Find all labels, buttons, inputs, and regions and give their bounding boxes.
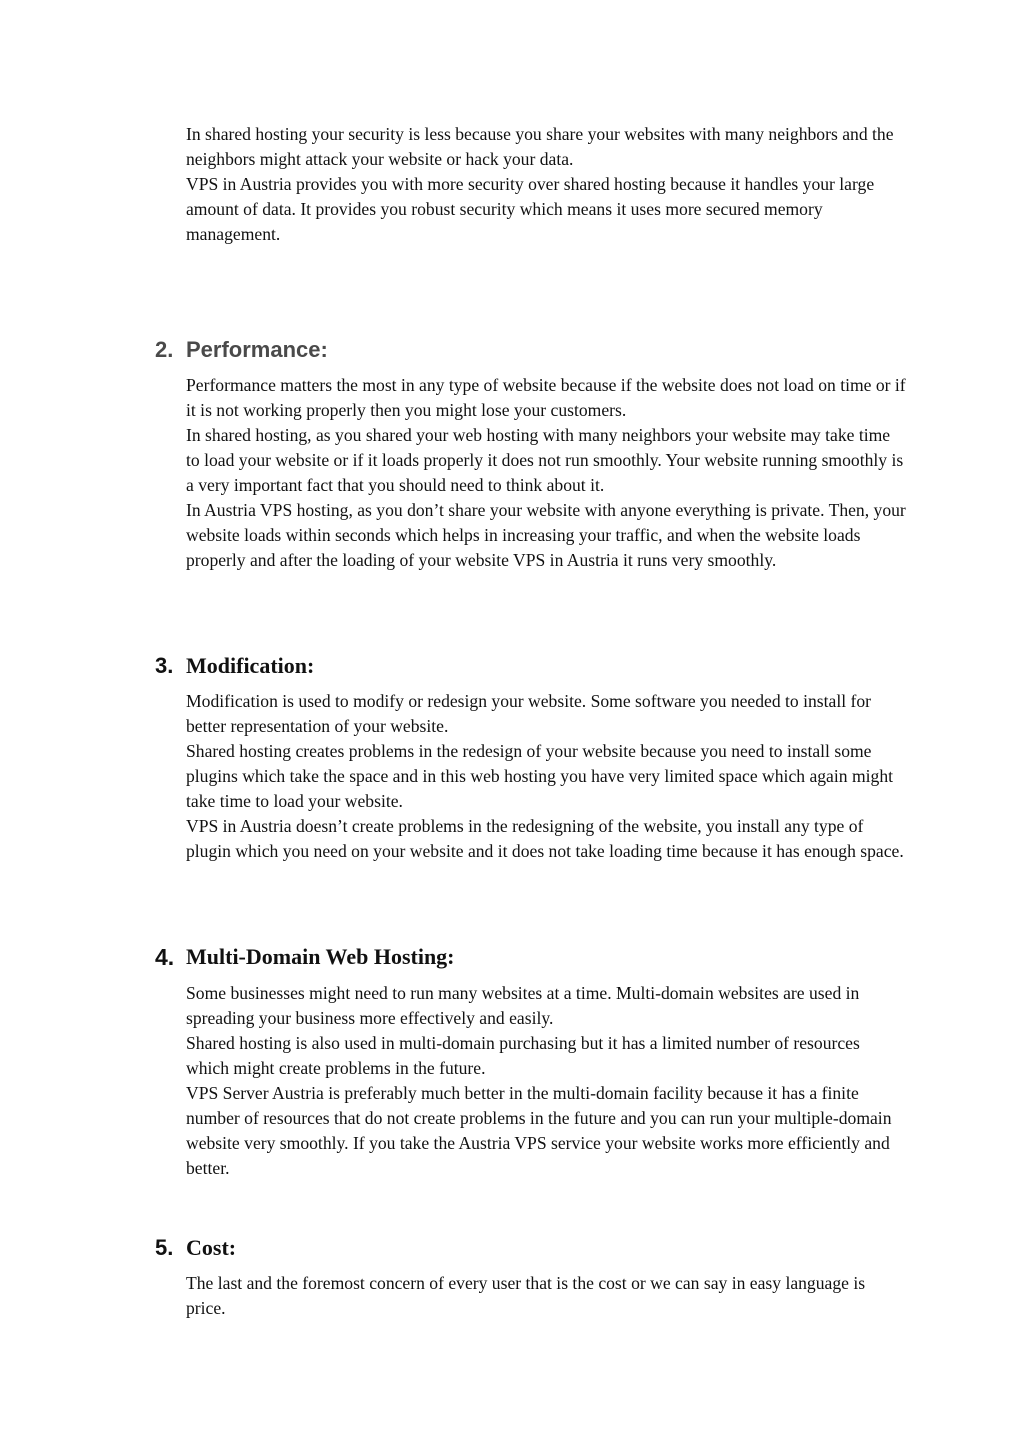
section-body-modification: [186, 689, 906, 864]
paragraph: VPS in Austria doesn’t create problems in the redesigning of the website, you install any type of plugin which you need on your website and it does not take loading time because it has enough space.: [186, 816, 904, 861]
section-body-performance: [186, 373, 906, 573]
section-number: 5.: [155, 1235, 174, 1260]
paragraph: VPS Server Austria is preferably much better in the multi-domain facility because it has a finite number of resources that do not create problems in the future and you can run your multiple-domain website very smoothly. If you take the Austria VPS service your website works more efficiently and better.: [186, 1083, 892, 1178]
section-title: Performance:: [186, 337, 328, 362]
section-number: 2.: [155, 337, 174, 362]
paragraph: Performance matters the most in any type of website because if the website does not load on time or if it is not working properly then you might lose your customers.: [186, 375, 906, 420]
section-number: 4.: [155, 944, 175, 970]
paragraph: In shared hosting, as you shared your web hosting with many neighbors your website may take time to load your website or if it loads properly it does not run smoothly. Your website running smoothly is a very important fact that you should need to think about it.: [186, 425, 904, 495]
section-heading-performance: [155, 335, 915, 365]
paragraph: In shared hosting your security is less because you share your websites with many neighbors and the neighbors might attack your website or hack your data.: [186, 124, 894, 169]
paragraph: In Austria VPS hosting, as you don’t share your website with anyone everything is private. Then, your website loads within seconds which helps in increasing your traffic, and when the website loads properly and after the loading of your website VPS in Austria it runs very smoothly.: [186, 500, 906, 570]
paragraph: Some businesses might need to run many websites at a time. Multi-domain websites are used in spreading your business more effectively and easily.: [186, 983, 860, 1028]
paragraph: The last and the foremost concern of every user that is the cost or we can say in easy language is price.: [186, 1273, 866, 1318]
section-heading-cost: [155, 1233, 915, 1263]
section-body-cost: [186, 1271, 906, 1321]
paragraph: VPS in Austria provides you with more security over shared hosting because it handles your large amount of data. It provides you robust security which means it uses more secured memory management.: [186, 174, 875, 244]
section-number: 3.: [155, 653, 174, 678]
section-title: Multi-Domain Web Hosting:: [186, 944, 455, 969]
paragraph: Modification is used to modify or redesign your website. Some software you needed to install for better representation of your website.: [186, 691, 872, 736]
section-title: Cost:: [186, 1235, 237, 1260]
section-heading-modification: [155, 651, 915, 681]
paragraph: Shared hosting creates problems in the redesign of your website because you need to install some plugins which take the space and in this web hosting you have very limited space which again might take time to load your website.: [186, 741, 894, 811]
section-title: Modification:: [186, 653, 315, 678]
section-body-multi-domain: [186, 981, 906, 1181]
intro-text: [186, 122, 906, 247]
paragraph: Shared hosting is also used in multi-domain purchasing but it has a limited number of resources which might create problems in the future.: [186, 1033, 860, 1078]
section-heading-multi-domain: [155, 942, 915, 972]
